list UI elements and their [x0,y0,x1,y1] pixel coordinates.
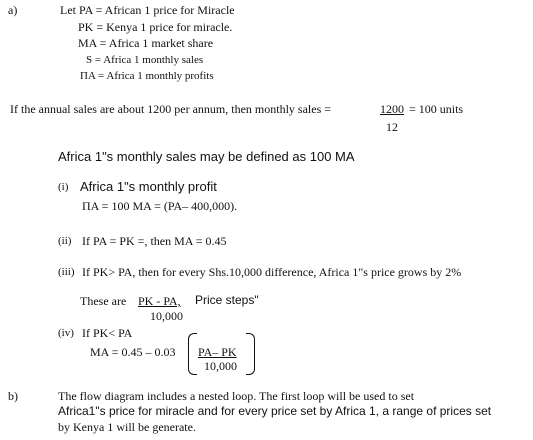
definition-pa: Let PA = African 1 price for Miracle [60,3,235,17]
item-iv-numerator: PA– PK [198,345,237,359]
item-ii-text: If PA = PK =, then MA = 0.45 [82,234,227,248]
part-a-marker: a) [8,3,18,17]
part-b-line-3: by Kenya 1 will be generate. [58,420,196,434]
left-bracket [188,333,197,375]
steps-numerator: PK - PA, [138,294,181,308]
item-i-title: Africa 1"s monthly profit [80,179,217,194]
steps-denominator: 10,000 [150,309,183,323]
item-iii-marker: (iii) [58,266,75,278]
definition-s: S = Africa 1 monthly sales [86,54,204,66]
definition-ma: MA = Africa 1 market share [78,36,214,50]
steps-prefix: These are [80,294,127,308]
annual-sales-numerator: 1200 [380,102,404,116]
part-b-line-2: Africa1"s price for miracle and for every price set by Africa 1, a range of prices set [58,404,492,418]
part-b-marker: b) [8,389,18,403]
steps-suffix: Price steps" [195,293,259,307]
annual-sales-denominator: 12 [386,120,398,134]
item-iv-marker: (iv) [58,327,74,339]
item-iii-text: If PK> PA, then for every Shs.10,000 difference, Africa 1"s price grows by 2% [82,265,462,279]
item-ii-marker: (ii) [58,235,72,247]
sales-definition: Africa 1"s monthly sales may be defined as 100 MA [58,149,355,164]
definition-profit: ΠA = Africa 1 monthly profits [80,70,214,82]
item-i-formula: ΠA = 100 MA = (PA– 400,000). [82,199,238,213]
annual-sales-text: If the annual sales are about 1200 per annum, then monthly sales = [10,102,332,116]
annual-sales-result: = 100 units [409,102,464,116]
definition-pk: PK = Kenya 1 price for miracle. [78,20,233,34]
item-iv-formula: MA = 0.45 – 0.03 [90,345,176,359]
item-iv-denominator: 10,000 [204,359,237,373]
item-i-marker: (i) [58,181,69,193]
right-bracket [246,333,255,375]
part-b-line-1: The flow diagram includes a nested loop. The first loop will be used to set [58,389,415,403]
item-iv-text: If PK< PA [82,326,133,340]
